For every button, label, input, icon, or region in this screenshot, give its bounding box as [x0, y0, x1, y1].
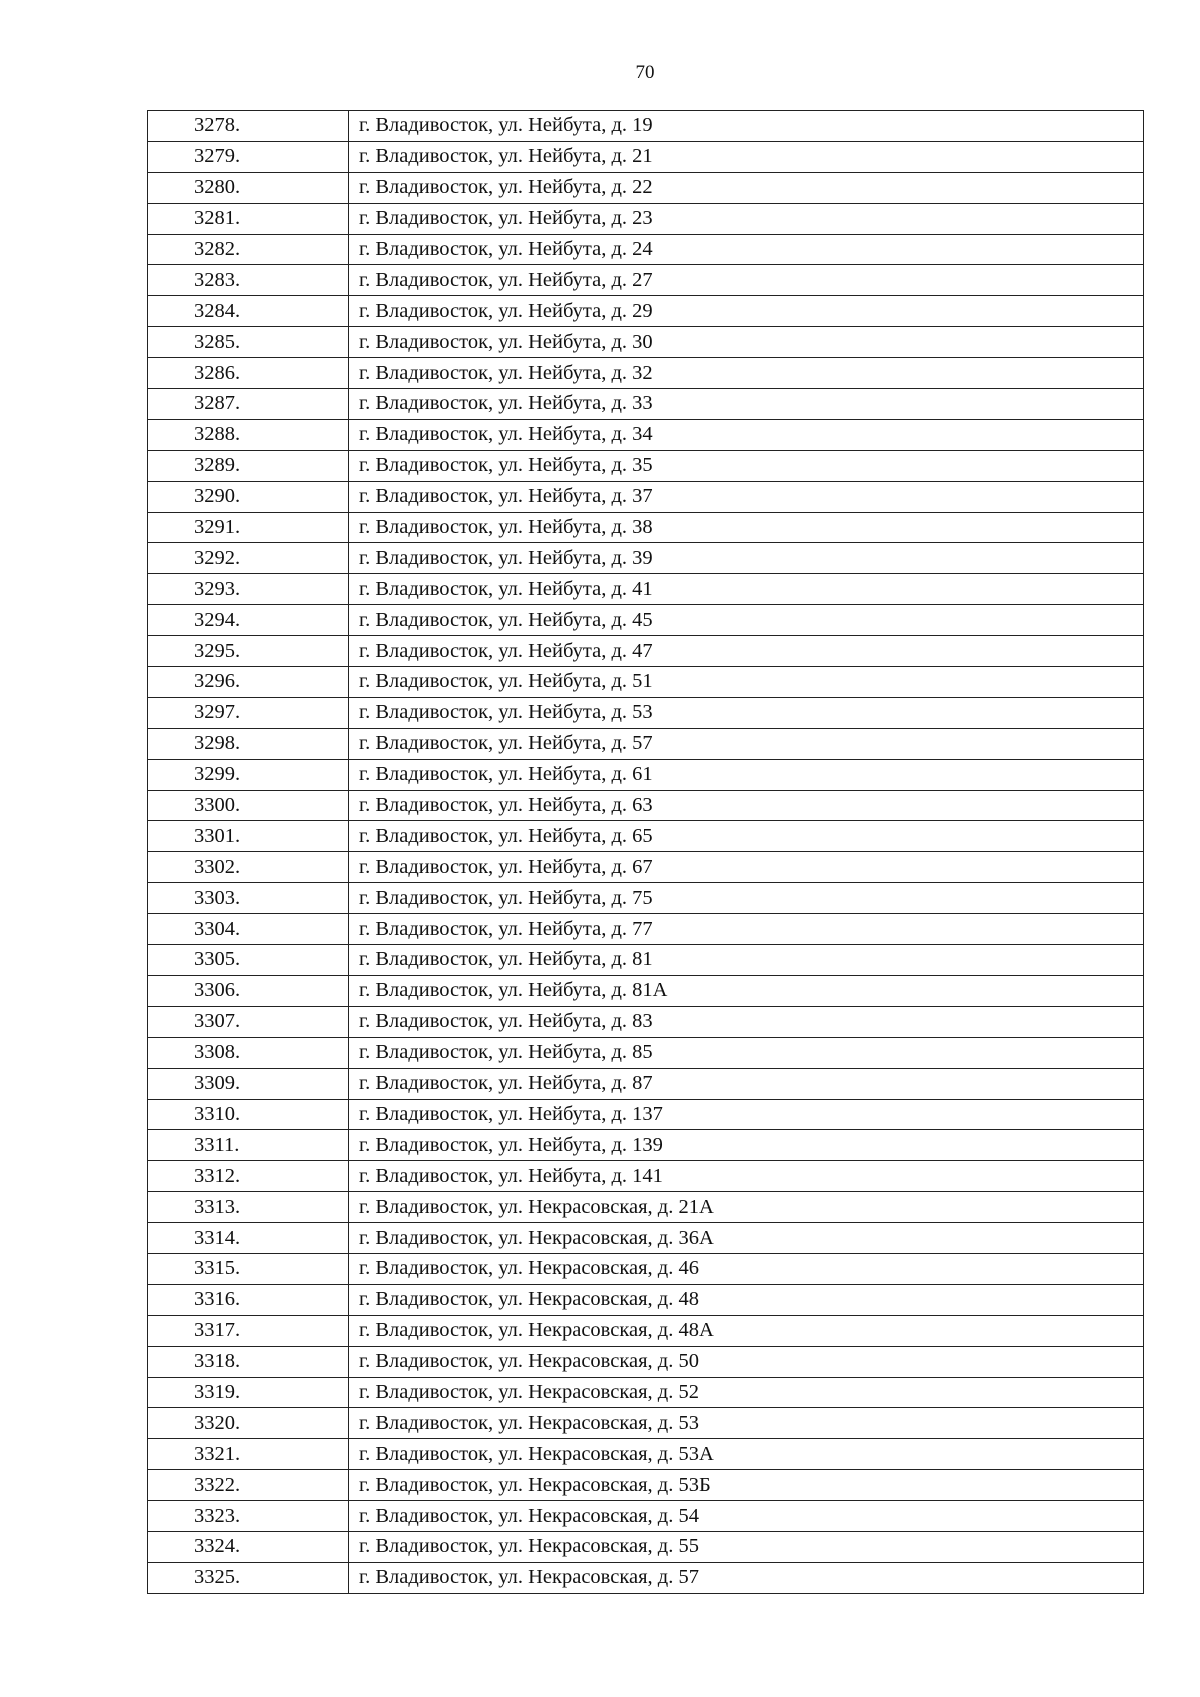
row-address: г. Владивосток, ул. Нейбута, д. 63: [349, 790, 1144, 821]
table-row: [148, 1531, 1144, 1562]
row-address: г. Владивосток, ул. Нейбута, д. 51: [349, 667, 1144, 698]
table-row: [148, 883, 1144, 914]
table-row: [148, 1253, 1144, 1284]
row-number: 3309.: [148, 1068, 349, 1099]
table-row: [148, 512, 1144, 543]
address-table: [147, 110, 1144, 1594]
table-row: [148, 852, 1144, 883]
row-address: г. Владивосток, ул. Нейбута, д. 61: [349, 759, 1144, 790]
table-row: [148, 1099, 1144, 1130]
table-row: [148, 111, 1144, 142]
table-row: [148, 1223, 1144, 1254]
table-row: [148, 296, 1144, 327]
row-address: г. Владивосток, ул. Нейбута, д. 37: [349, 481, 1144, 512]
row-address: г. Владивосток, ул. Нейбута, д. 32: [349, 358, 1144, 389]
table-row: [148, 1284, 1144, 1315]
row-address: г. Владивосток, ул. Нейбута, д. 34: [349, 419, 1144, 450]
row-number: 3322.: [148, 1470, 349, 1501]
table-row: [148, 1006, 1144, 1037]
table-row: [148, 141, 1144, 172]
row-number: 3301.: [148, 821, 349, 852]
row-address: г. Владивосток, ул. Нейбута, д. 77: [349, 914, 1144, 945]
row-address: г. Владивосток, ул. Нейбута, д. 81А: [349, 975, 1144, 1006]
row-number: 3324.: [148, 1531, 349, 1562]
row-number: 3289.: [148, 450, 349, 481]
row-address: г. Владивосток, ул. Нейбута, д. 137: [349, 1099, 1144, 1130]
table-row: [148, 1037, 1144, 1068]
table-row: [148, 358, 1144, 389]
row-address: г. Владивосток, ул. Нейбута, д. 85: [349, 1037, 1144, 1068]
row-address: г. Владивосток, ул. Нейбута, д. 87: [349, 1068, 1144, 1099]
row-number: 3279.: [148, 141, 349, 172]
row-address: г. Владивосток, ул. Нейбута, д. 30: [349, 327, 1144, 358]
row-address: г. Владивосток, ул. Некрасовская, д. 53Б: [349, 1470, 1144, 1501]
row-address: г. Владивосток, ул. Нейбута, д. 29: [349, 296, 1144, 327]
row-number: 3281.: [148, 203, 349, 234]
row-number: 3317.: [148, 1315, 349, 1346]
row-address: г. Владивосток, ул. Некрасовская, д. 36А: [349, 1223, 1144, 1254]
row-address: г. Владивосток, ул. Некрасовская, д. 21А: [349, 1192, 1144, 1223]
row-address: г. Владивосток, ул. Некрасовская, д. 57: [349, 1562, 1144, 1593]
row-number: 3320.: [148, 1408, 349, 1439]
row-address: г. Владивосток, ул. Нейбута, д. 22: [349, 172, 1144, 203]
table-row: [148, 667, 1144, 698]
table-row: [148, 728, 1144, 759]
table-row: [148, 389, 1144, 420]
row-address: г. Владивосток, ул. Некрасовская, д. 46: [349, 1253, 1144, 1284]
table-row: [148, 914, 1144, 945]
table-row: [148, 1315, 1144, 1346]
table-row: [148, 790, 1144, 821]
row-number: 3302.: [148, 852, 349, 883]
row-number: 3278.: [148, 111, 349, 142]
row-number: 3283.: [148, 265, 349, 296]
table-row: [148, 1501, 1144, 1532]
page-number: 70: [635, 62, 655, 83]
row-number: 3295.: [148, 636, 349, 667]
row-number: 3310.: [148, 1099, 349, 1130]
row-number: 3285.: [148, 327, 349, 358]
table-row: [148, 450, 1144, 481]
row-address: г. Владивосток, ул. Некрасовская, д. 48А: [349, 1315, 1144, 1346]
table-row: [148, 265, 1144, 296]
row-number: 3292.: [148, 543, 349, 574]
table-row: [148, 1562, 1144, 1593]
table-row: [148, 1130, 1144, 1161]
row-number: 3298.: [148, 728, 349, 759]
row-address: г. Владивосток, ул. Нейбута, д. 57: [349, 728, 1144, 759]
row-address: г. Владивосток, ул. Нейбута, д. 141: [349, 1161, 1144, 1192]
table-row: [148, 1408, 1144, 1439]
row-address: г. Владивосток, ул. Некрасовская, д. 53А: [349, 1439, 1144, 1470]
row-address: г. Владивосток, ул. Нейбута, д. 23: [349, 203, 1144, 234]
table-row: [148, 697, 1144, 728]
row-number: 3282.: [148, 234, 349, 265]
row-number: 3323.: [148, 1501, 349, 1532]
row-address: г. Владивосток, ул. Некрасовская, д. 54: [349, 1501, 1144, 1532]
row-address: г. Владивосток, ул. Нейбута, д. 24: [349, 234, 1144, 265]
row-address: г. Владивосток, ул. Нейбута, д. 65: [349, 821, 1144, 852]
row-address: г. Владивосток, ул. Нейбута, д. 33: [349, 389, 1144, 420]
row-number: 3315.: [148, 1253, 349, 1284]
row-number: 3316.: [148, 1284, 349, 1315]
table-row: [148, 975, 1144, 1006]
table-row: [148, 821, 1144, 852]
row-address: г. Владивосток, ул. Нейбута, д. 81: [349, 945, 1144, 976]
table-row: [148, 1470, 1144, 1501]
table-row: [148, 945, 1144, 976]
table-row: [148, 759, 1144, 790]
row-number: 3325.: [148, 1562, 349, 1593]
row-number: 3304.: [148, 914, 349, 945]
table-row: [148, 234, 1144, 265]
table-row: [148, 327, 1144, 358]
row-address: г. Владивосток, ул. Нейбута, д. 19: [349, 111, 1144, 142]
row-number: 3299.: [148, 759, 349, 790]
row-number: 3313.: [148, 1192, 349, 1223]
row-address: г. Владивосток, ул. Нейбута, д. 139: [349, 1130, 1144, 1161]
row-number: 3291.: [148, 512, 349, 543]
row-address: г. Владивосток, ул. Некрасовская, д. 52: [349, 1377, 1144, 1408]
table-row: [148, 636, 1144, 667]
row-number: 3290.: [148, 481, 349, 512]
row-number: 3306.: [148, 975, 349, 1006]
row-number: 3305.: [148, 945, 349, 976]
row-address: г. Владивосток, ул. Нейбута, д. 75: [349, 883, 1144, 914]
table-row: [148, 481, 1144, 512]
table-row: [148, 1346, 1144, 1377]
table-row: [148, 1161, 1144, 1192]
table-row: [148, 1192, 1144, 1223]
table-row: [148, 605, 1144, 636]
row-number: 3296.: [148, 667, 349, 698]
row-number: 3307.: [148, 1006, 349, 1037]
table-row: [148, 1377, 1144, 1408]
row-number: 3308.: [148, 1037, 349, 1068]
row-number: 3300.: [148, 790, 349, 821]
row-address: г. Владивосток, ул. Некрасовская, д. 53: [349, 1408, 1144, 1439]
row-number: 3284.: [148, 296, 349, 327]
row-number: 3321.: [148, 1439, 349, 1470]
row-number: 3314.: [148, 1223, 349, 1254]
row-number: 3293.: [148, 574, 349, 605]
row-address: г. Владивосток, ул. Нейбута, д. 39: [349, 543, 1144, 574]
row-address: г. Владивосток, ул. Некрасовская, д. 50: [349, 1346, 1144, 1377]
table-row: [148, 574, 1144, 605]
row-number: 3303.: [148, 883, 349, 914]
table-row: [148, 172, 1144, 203]
row-address: г. Владивосток, ул. Нейбута, д. 45: [349, 605, 1144, 636]
table-row: [148, 1439, 1144, 1470]
row-number: 3288.: [148, 419, 349, 450]
row-address: г. Владивосток, ул. Нейбута, д. 35: [349, 450, 1144, 481]
row-address: г. Владивосток, ул. Нейбута, д. 47: [349, 636, 1144, 667]
row-address: г. Владивосток, ул. Нейбута, д. 41: [349, 574, 1144, 605]
row-address: г. Владивосток, ул. Нейбута, д. 67: [349, 852, 1144, 883]
row-number: 3287.: [148, 389, 349, 420]
table-row: [148, 203, 1144, 234]
row-number: 3280.: [148, 172, 349, 203]
row-address: г. Владивосток, ул. Нейбута, д. 83: [349, 1006, 1144, 1037]
row-number: 3297.: [148, 697, 349, 728]
table-row: [148, 419, 1144, 450]
row-address: г. Владивосток, ул. Нейбута, д. 38: [349, 512, 1144, 543]
address-table-body: [148, 111, 1144, 1594]
row-number: 3311.: [148, 1130, 349, 1161]
row-address: г. Владивосток, ул. Нейбута, д. 27: [349, 265, 1144, 296]
row-number: 3318.: [148, 1346, 349, 1377]
row-address: г. Владивосток, ул. Некрасовская, д. 55: [349, 1531, 1144, 1562]
table-row: [148, 1068, 1144, 1099]
row-number: 3319.: [148, 1377, 349, 1408]
table-row: [148, 543, 1144, 574]
row-number: 3294.: [148, 605, 349, 636]
row-number: 3312.: [148, 1161, 349, 1192]
row-address: г. Владивосток, ул. Нейбута, д. 21: [349, 141, 1144, 172]
row-number: 3286.: [148, 358, 349, 389]
row-address: г. Владивосток, ул. Некрасовская, д. 48: [349, 1284, 1144, 1315]
row-address: г. Владивосток, ул. Нейбута, д. 53: [349, 697, 1144, 728]
